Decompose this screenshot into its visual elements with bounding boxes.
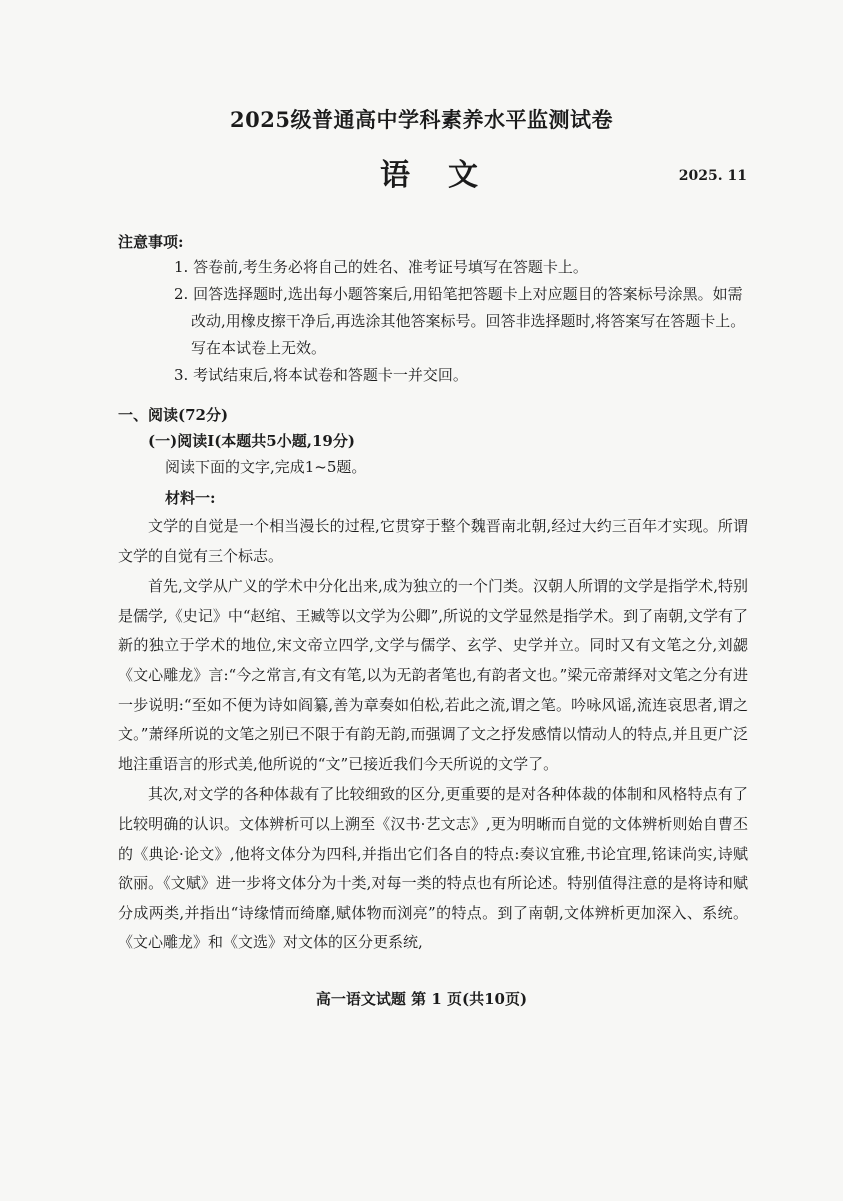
notice-list xyxy=(174,254,754,389)
passage-paragraph: 首先,文学从广义的学术中分化出来,成为独立的一个门类。汉朝人所谓的文学是指学术,特别是儒学,《史记》中“赵绾、王臧等以文学为公卿”,所说的文学显然是指学术。到了南朝,文学有了新的独立于学术的地位,宋文帝立四学,文学与儒学、玄学、史学并立。同时又有文笔之分,刘勰《文心雕龙》言:“今之常言,有文有笔,以为无韵者笔也,有韵者文也。”梁元帝萧绎对文笔之分有进一步说明:“至如不便为诗如阎纂,善为章奏如伯松,若此之流,谓之笔。吟咏风谣,流连哀思者,谓之文。”萧绎所说的文笔之别已不限于有韵无韵,而强调了文之抒发感情以情动人的特点,并且更广泛地注重语言的形式美,他所说的“文”已接近我们今天所说的文学了。 xyxy=(118,577,748,773)
subject-title: 语文 xyxy=(380,158,516,193)
exam-date: 2025. 11 xyxy=(678,168,747,184)
notice-title: 注意事项: xyxy=(118,233,184,251)
notice-item: 1. 答卷前,考生务必将自己的姓名、准考证号填写在答题卡上。 xyxy=(174,258,588,276)
exam-title: 2025级普通高中学科素养水平监测试卷 xyxy=(230,107,613,132)
reading-instruction: 阅读下面的文字,完成1~5题。 xyxy=(165,458,367,476)
reading-passage xyxy=(118,512,748,959)
notice-item: 2. 回答选择题时,选出每小题答案后,用铅笔把答题卡上对应题目的答案标号涂黑。如需改动,用橡皮擦干净后,再选涂其他答案标号。回答非选择题时,将答案写在答题卡上。写在本试卷上无效。 xyxy=(174,285,746,357)
subsection-heading: (一)阅读Ⅰ(本题共5小题,19分) xyxy=(148,432,355,450)
passage-paragraph: 其次,对文学的各种体裁有了比较细致的区分,更重要的是对各种体裁的体制和风格特点有了比较明确的认识。文体辨析可以上溯至《汉书·艺文志》,更为明晰而自觉的文体辨析则始自曹丕的《典论·论文》,他将文体分为四科,并指出它们各自的特点:奏议宜雅,书论宜理,铭诔尚实,诗赋欲丽。《文赋》进一步将文体分为十类,对每一类的特点也有所论述。特别值得注意的是将诗和赋分成两类,并指出“诗缘情而绮靡,赋体物而浏亮”的特点。到了南朝,文体辨析更加深入、系统。《文心雕龙》和《文选》对文体的区分更系统, xyxy=(118,785,748,952)
passage-paragraph: 文学的自觉是一个相当漫长的过程,它贯穿于整个魏晋南北朝,经过大约三百年才实现。所谓文学的自觉有三个标志。 xyxy=(118,517,748,565)
section-heading: 一、阅读(72分) xyxy=(118,406,229,424)
page-footer: 高一语文试题 第 1 页(共10页) xyxy=(315,990,528,1008)
material-label: 材料一: xyxy=(165,489,216,507)
notice-item: 3. 考试结束后,将本试卷和答题卡一并交回。 xyxy=(174,366,468,384)
